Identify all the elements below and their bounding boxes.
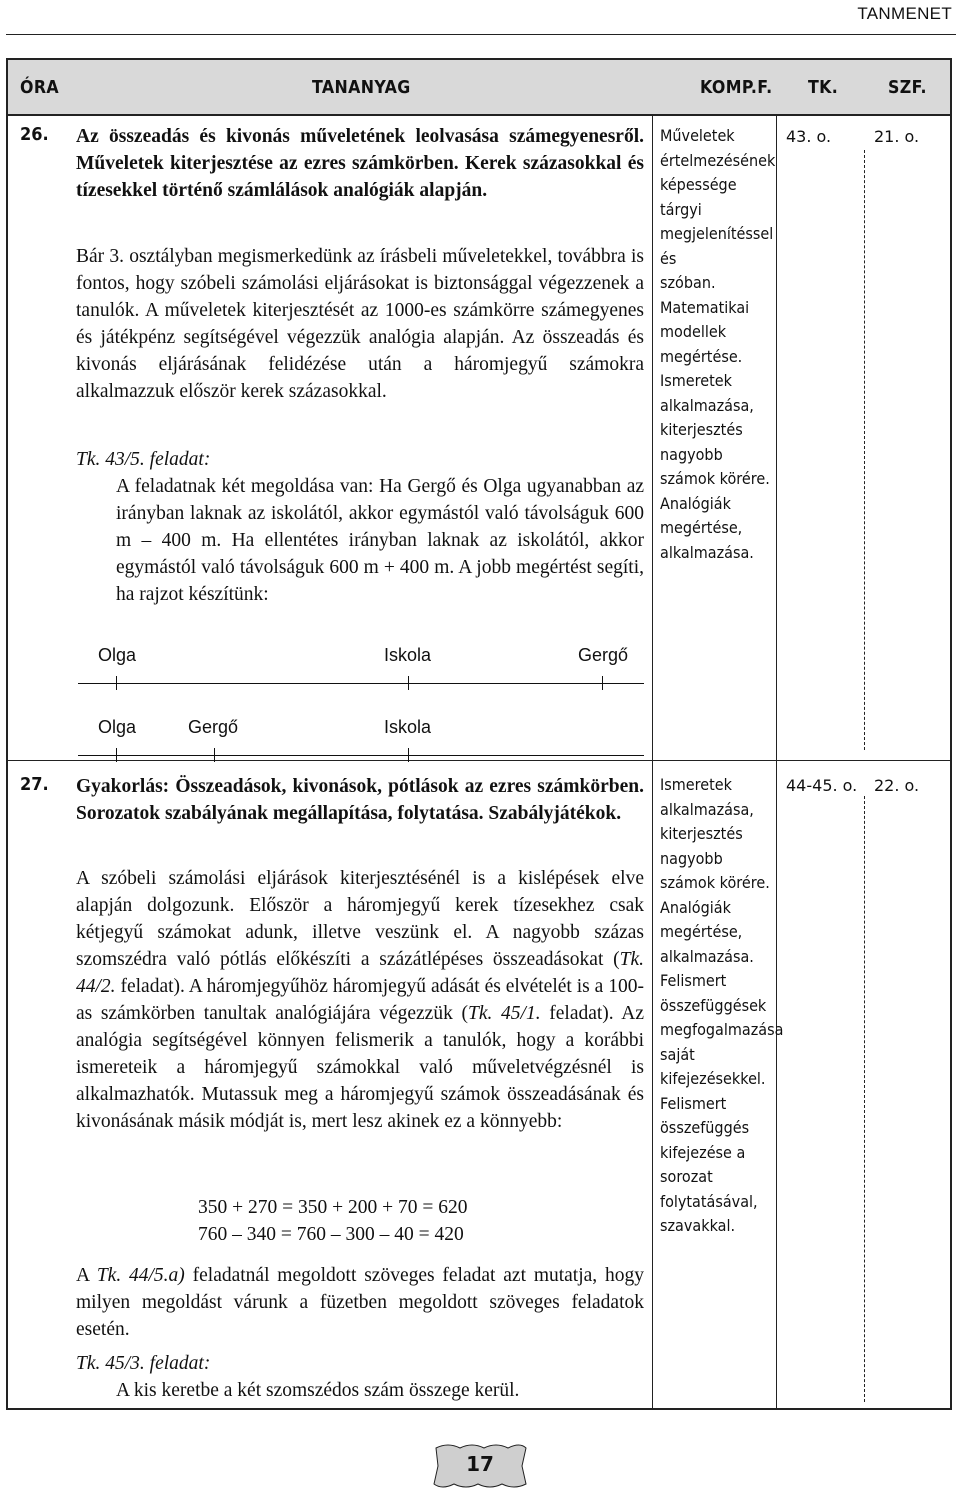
equation: 760 – 340 = 760 – 300 – 40 = 420: [198, 1224, 464, 1245]
diagram-label-olga: Olga: [98, 645, 137, 665]
header-textbook: TK.: [808, 77, 839, 98]
tick-mark: [602, 676, 603, 690]
workbook-page: 21. o.: [874, 127, 920, 146]
page-number: 17: [466, 1452, 494, 1476]
diagram-label-gergo: Gergő: [188, 717, 239, 737]
diagram-label-iskola: Iskola: [384, 645, 432, 665]
number-line: [78, 755, 644, 756]
running-head: TANMENET: [857, 4, 952, 23]
lesson-body: [76, 865, 644, 1135]
lesson-title: Az összeadás és kivonás műveletének leolvasása számegyenesről. Műveletek kiterjesztése az ezres számkörben. Kerek százasokkal és tízesekkel történő számlálások analógiák alapján.: [76, 126, 644, 201]
competence-text: Ismeretek alkalmazása, kiterjesztés nagyobb számok körére. Analógiák megértése, alkalmazása. Felismert összefüggések megfogalmazása saját kifejezésekkel. Felismert összefüggés kifejezése a sorozat folytatásával, szavakkal.: [660, 775, 784, 1235]
task-reference: Tk. 45/3. feladat:: [76, 1353, 211, 1374]
lesson-body-part: feladatnál megoldott szöveges feladat azt mutatja, hogy milyen megoldást várunk a füzetben megoldott szöveges feladatok esetén.: [76, 1265, 644, 1340]
column-divider: [652, 116, 653, 760]
textbook-page: 43. o.: [786, 127, 832, 146]
number-line: [78, 683, 644, 684]
textbook-reference: Tk. 44/5.a): [96, 1265, 185, 1286]
textbook-reference: Tk. 45/1.: [468, 1003, 541, 1024]
lesson-body-part: feladat). Az analógia segítségével könnyen felismerik a tanulók, hogy a korábbi ismereteik a háromjegyű számokkal való műveletvégzésnél is alkalmazhatók. Mutassuk meg a háromjegyű számok összeadásának és kivonásának másik módját is, mert lesz akinek ez a könnyebb:: [76, 1003, 644, 1132]
tick-mark: [408, 748, 409, 762]
lesson-number: 27.: [20, 774, 49, 795]
tick-mark: [408, 676, 409, 690]
diagram-label-iskola: Iskola: [384, 717, 432, 737]
page-number-badge: [430, 1438, 530, 1494]
running-head-rule: [6, 34, 956, 35]
equation: 350 + 270 = 350 + 200 + 70 = 620: [198, 1197, 468, 1218]
textbook-page: 44-45. o.: [786, 776, 858, 795]
column-divider: [652, 760, 653, 1410]
lesson-body: [76, 1262, 644, 1343]
tick-mark: [116, 676, 117, 690]
lesson-number: 26.: [20, 124, 49, 145]
textbook-reference: Tk. 44/2.: [76, 949, 644, 997]
lesson-body-part: feladat). A háromjegyűhöz háromjegyű adását és elvételét is a 100-as számkörben tanultak analógiájára végezzük (: [76, 976, 644, 1024]
lesson-body-part: A: [76, 1265, 97, 1286]
lesson-body-part: A szóbeli számolási eljárások kiterjesztésénél is a kislépések elve alapján dolgozunk. Először a háromjegyű kerek tízesekhez csak kétjegyű számokat adunk, illetve veszünk el. A nagyobb százas szomszédra való pótlás előkészíti a százátlépéses összeadásokat (: [76, 868, 644, 970]
diagram-label-gergo: Gergő: [578, 645, 629, 665]
workbook-page: 22. o.: [874, 776, 920, 795]
header-competence: KOMP.F.: [700, 77, 773, 98]
task-text: A feladatnak két megoldása van: Ha Gergő és Olga ugyanabban az irányban laknak az iskolától, akkor egymástól való távolságuk 600 m – 400 m. Ha ellentétes irányban laknak az iskolától, akkor egymástól való távolságuk 600 m + 400 m. A jobb megértést segíti, ha rajzot készítünk:: [116, 476, 644, 605]
task-reference: Tk. 43/5. feladat:: [76, 449, 211, 470]
lesson-title: Gyakorlás: Összeadások, kivonások, pótlások az ezres számkörben. Sorozatok szabályának megállapítása, folytatása. Szabályjátékok.: [76, 776, 644, 824]
row-separator: [6, 760, 952, 761]
lesson-body: Bár 3. osztályban megismerkedünk az írásbeli műveletekkel, továbbra is fontos, hogy szóbeli számolási eljárásokat is biztonsággal végezzenek a tanulók. A műveletek kiterjesztését az 1000-es számkörre számegyenes és játékpénz segítségével végezzük analógia alapján. Az összeadás és kivonás eljárásának felidézése után a háromjegyű számokra alkalmazzuk először kerek százasokkal.: [76, 246, 644, 402]
header-lesson: ÓRA: [20, 77, 59, 98]
diagram-label-olga: Olga: [98, 717, 137, 737]
tick-mark: [116, 748, 117, 762]
table-header-row: [6, 58, 952, 116]
header-workbook: SZF.: [888, 77, 927, 98]
column-divider-dashed: [864, 150, 865, 750]
header-material: TANANYAG: [312, 77, 411, 98]
column-divider-dashed: [864, 796, 865, 1402]
tick-mark: [214, 748, 215, 762]
task-text: A kis keretbe a két szomszédos szám összege kerül.: [116, 1380, 520, 1401]
competence-text: Műveletek értelmezésének képessége tárgyi megjelenítéssel és szóban. Matematikai modellek megértése. Ismeretek alkalmazása, kiterjesztés nagyobb számok körére. Analógiák megértése, alkalmazása.: [660, 126, 776, 562]
